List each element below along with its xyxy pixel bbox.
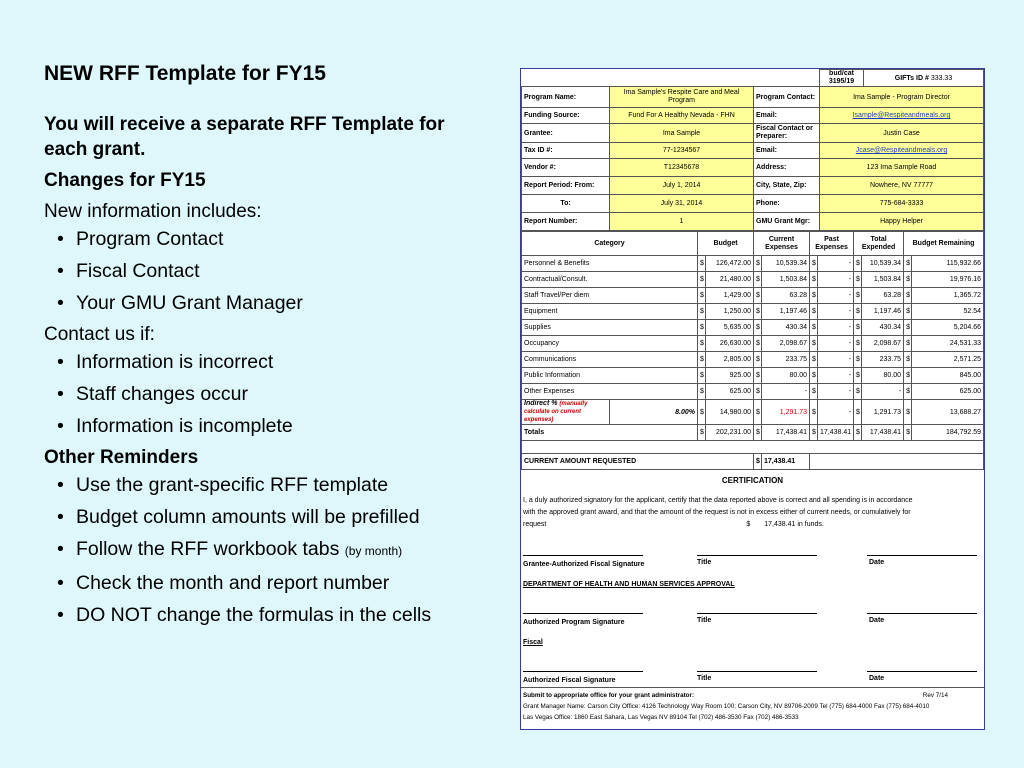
gifts-value: 333.33 [930, 74, 953, 82]
row-remaining: 2,571.25 [912, 352, 984, 368]
title-line[interactable] [697, 613, 817, 614]
report-number-field[interactable]: 1 [610, 213, 754, 231]
row-category: Staff Travel/Per diem [522, 288, 698, 304]
signature-line[interactable] [523, 613, 643, 614]
row-past: - [818, 368, 854, 384]
dollar-sign: $ [810, 336, 818, 352]
indirect-label: Indirect % [524, 400, 558, 407]
dollar-sign: $ [854, 400, 862, 425]
dollar-sign: $ [904, 336, 912, 352]
program-email-link[interactable]: Isample@Respiteandmeals.org [820, 108, 984, 124]
indirect-note: (manually calculate on current expenses) [524, 401, 588, 423]
dollar-sign: $ [854, 425, 862, 441]
indirect-pct[interactable]: 8.00% [610, 400, 698, 425]
requested-label: CURRENT AMOUNT REQUESTED [522, 454, 754, 470]
dollar-sign: $ [698, 384, 706, 400]
email-label: Email: [754, 108, 820, 124]
city-field[interactable]: Nowhere, NV 77777 [820, 177, 984, 195]
row-budget: 126,472.00 [706, 256, 754, 272]
totals-label: Totals [522, 425, 698, 441]
phone-field[interactable]: 775-684-3333 [820, 195, 984, 213]
cert-line: with the approved grant award, and that the amount of the request is not in excess either of current needs, or cumulatively for [523, 509, 911, 516]
dollar-sign: $ [698, 352, 706, 368]
program-signature-block [521, 591, 984, 649]
vendor-label: Vendor #: [522, 159, 610, 177]
title-label: Title [697, 559, 712, 566]
dollar-sign: $ [854, 288, 862, 304]
list-item: • Fiscal Contact [44, 258, 484, 284]
period-from-field[interactable]: July 1, 2014 [610, 177, 754, 195]
row-remaining: 24,531.33 [912, 336, 984, 352]
dollar-sign: $ [904, 352, 912, 368]
cert-amount: 17,438.41 [764, 521, 796, 528]
new-info-label: New information includes: [44, 201, 262, 222]
indirect-budget: 14,980.00 [706, 400, 754, 425]
dollar-sign: $ [698, 304, 706, 320]
new-info-list [44, 226, 484, 316]
totals-total: 17,438.41 [862, 425, 904, 441]
row-remaining: 19,976.16 [912, 272, 984, 288]
budcat-label: bud/cat [829, 70, 854, 77]
row-budget: 26,630.00 [706, 336, 754, 352]
program-name-field[interactable]: Ima Sample's Respite Care and Meal Program [610, 87, 754, 108]
row-remaining: 115,932.66 [912, 256, 984, 272]
row-remaining: 845.00 [912, 368, 984, 384]
certification-section [521, 470, 984, 531]
row-past: - [818, 320, 854, 336]
row-total: 1,197.46 [862, 304, 904, 320]
dollar-sign: $ [854, 272, 862, 288]
taxid-label: Tax ID #: [522, 143, 610, 159]
contact-label: Contact us if: [44, 324, 155, 345]
row-budget: 2,805.00 [706, 352, 754, 368]
period-from-label: Report Period: From: [522, 177, 610, 195]
dollar-sign: $ [698, 336, 706, 352]
dollar-sign: $ [854, 336, 862, 352]
dollar-sign: $ [698, 320, 706, 336]
row-current[interactable]: 10,539.34 [762, 256, 810, 272]
revision-label: Rev 7/14 [922, 692, 948, 699]
period-to-field[interactable]: July 31, 2014 [610, 195, 754, 213]
date-label: Date [869, 675, 885, 682]
row-total: 2,098.67 [862, 336, 904, 352]
row-budget: 21,480.00 [706, 272, 754, 288]
dollar-sign: $ [810, 384, 818, 400]
row-current[interactable]: 2,098.67 [762, 336, 810, 352]
fiscal-email-link[interactable]: Jcase@Respiteandmeals.org [820, 143, 984, 159]
row-category: Personnel & Benefits [522, 256, 698, 272]
row-current[interactable]: - [762, 384, 810, 400]
dollar-sign: $ [810, 272, 818, 288]
gifts-cell [864, 70, 984, 87]
dollar-sign: $ [810, 368, 818, 384]
budget-rows [522, 256, 984, 400]
row-budget: 625.00 [706, 384, 754, 400]
dollar-sign: $ [754, 288, 762, 304]
row-past: - [818, 352, 854, 368]
list-item: • Information is incomplete [44, 413, 484, 439]
reminders-heading: Other Reminders [44, 447, 199, 468]
address-label: Address: [754, 159, 820, 177]
program-contact-label: Program Contact: [754, 87, 820, 108]
table-row [522, 352, 984, 368]
row-category: Communications [522, 352, 698, 368]
row-budget: 1,429.00 [706, 288, 754, 304]
dollar-sign: $ [854, 256, 862, 272]
intro-text: You will receive a separate RFF Template for each grant. [44, 114, 445, 160]
dollar-sign: $ [754, 368, 762, 384]
row-total: 1,503.84 [862, 272, 904, 288]
row-total: 10,539.34 [862, 256, 904, 272]
gmu-field[interactable]: Happy Helper [820, 213, 984, 231]
table-row [522, 320, 984, 336]
header-current: Current Expenses [754, 232, 810, 256]
dollar-sign: $ [698, 288, 706, 304]
dollar-sign: $ [746, 521, 751, 528]
row-past: - [818, 272, 854, 288]
spacer-row [522, 441, 984, 454]
dollar-sign: $ [810, 304, 818, 320]
dollar-sign: $ [698, 272, 706, 288]
row-past: - [818, 288, 854, 304]
changes-heading: Changes for FY15 [44, 170, 206, 191]
row-current[interactable]: 1,197.46 [762, 304, 810, 320]
fiscal-contact-label: Fiscal Contact or Preparer: [754, 124, 820, 143]
certification-heading: CERTIFICATION [721, 476, 784, 485]
report-number-label: Report Number: [522, 213, 610, 231]
submit-row [523, 690, 982, 701]
dollar-sign: $ [754, 352, 762, 368]
dollar-sign: $ [904, 304, 912, 320]
indirect-label-cell [522, 400, 610, 425]
row-current[interactable]: 1,503.84 [762, 272, 810, 288]
fiscal-signature-block [521, 649, 984, 687]
list-item: • Staff changes occur [44, 381, 484, 407]
indirect-remaining: 13,688.27 [912, 400, 984, 425]
list-item: • DO NOT change the formulas in the cells [44, 602, 484, 628]
date-line[interactable] [867, 613, 977, 614]
header-table [521, 69, 984, 231]
row-total: - [862, 384, 904, 400]
email-label: Email: [754, 143, 820, 159]
dollar-sign: $ [754, 256, 762, 272]
dollar-sign: $ [754, 454, 762, 470]
list-item: • Check the month and report number [44, 570, 484, 596]
header-budget: Budget [698, 232, 754, 256]
table-row [522, 336, 984, 352]
footer-line: Grant Manager Name: Carson City Office: 4126 Technology Way Room 100; Carson City, NV 89706-2009 Tel (775) 684-4000 Fax (775) 684-4010 [523, 703, 930, 710]
dollar-sign: $ [904, 425, 912, 441]
dollar-sign: $ [754, 425, 762, 441]
address-field[interactable]: 123 Ima Sample Road [820, 159, 984, 177]
totals-past: 17,438.41 [818, 425, 854, 441]
dollar-sign: $ [698, 368, 706, 384]
date-label: Date [869, 559, 885, 566]
dollar-sign: $ [904, 320, 912, 336]
dollar-sign: $ [904, 272, 912, 288]
taxid-field[interactable]: 77-1234567 [610, 143, 754, 159]
budcat-cell [820, 70, 864, 87]
blank-cell [522, 70, 820, 87]
dollar-sign: $ [810, 256, 818, 272]
program-name-label: Program Name: [522, 87, 610, 108]
table-row [522, 368, 984, 384]
city-label: City, State, Zip: [754, 177, 820, 195]
slide-text [44, 62, 484, 634]
funding-source-label: Funding Source: [522, 108, 610, 124]
row-past: - [818, 304, 854, 320]
budget-table [521, 231, 984, 470]
dollar-sign: $ [698, 425, 706, 441]
funding-source-field[interactable]: Fund For A Healthy Nevada - FHN [610, 108, 754, 124]
dollar-sign: $ [810, 400, 818, 425]
totals-current: 17,438.41 [762, 425, 810, 441]
header-category: Category [522, 232, 698, 256]
cert-request: request [523, 521, 547, 528]
dollar-sign: $ [698, 400, 706, 425]
dollar-sign: $ [854, 384, 862, 400]
totals-budget: 202,231.00 [706, 425, 754, 441]
row-category: Other Expenses [522, 384, 698, 400]
dollar-sign: $ [754, 384, 762, 400]
dollar-sign: $ [810, 425, 818, 441]
signature-line[interactable] [523, 555, 643, 556]
budcat-value: 3195/19 [828, 78, 855, 85]
gmu-label: GMU Grant Mgr: [754, 213, 820, 231]
row-category: Public Information [522, 368, 698, 384]
dollar-sign: $ [754, 400, 762, 425]
row-current[interactable]: 63.28 [762, 288, 810, 304]
title-line[interactable] [697, 555, 817, 556]
dollar-sign: $ [854, 368, 862, 384]
date-line[interactable] [867, 671, 977, 672]
row-current[interactable]: 430.34 [762, 320, 810, 336]
list-item: • Information is incorrect [44, 349, 484, 375]
dollar-sign: $ [904, 400, 912, 425]
reminder-note: (by month) [344, 544, 403, 558]
date-line[interactable] [867, 555, 977, 556]
row-category: Supplies [522, 320, 698, 336]
title-line[interactable] [697, 671, 817, 672]
row-current[interactable]: 233.75 [762, 352, 810, 368]
vendor-field[interactable]: T12345678 [610, 159, 754, 177]
dollar-sign: $ [754, 272, 762, 288]
row-current[interactable]: 80.00 [762, 368, 810, 384]
row-total: 80.00 [862, 368, 904, 384]
dollar-sign: $ [754, 304, 762, 320]
row-budget: 5,635.00 [706, 320, 754, 336]
gifts-label: GIFTs ID # [894, 74, 929, 82]
row-past: - [818, 384, 854, 400]
program-signature-label: Authorized Program Signature [523, 619, 625, 626]
totals-remaining: 184,792.59 [912, 425, 984, 441]
table-row [522, 288, 984, 304]
header-total: Total Expended [854, 232, 904, 256]
cert-line: I, a duly authorized signatory for the applicant, certify that the data reported above is correct and all spending is in accordance [523, 497, 913, 504]
grantee-label: Grantee: [522, 124, 610, 143]
row-remaining: 625.00 [912, 384, 984, 400]
dollar-sign: $ [904, 368, 912, 384]
dollar-sign: $ [754, 320, 762, 336]
row-past: - [818, 256, 854, 272]
date-label: Date [869, 617, 885, 624]
row-remaining: 5,204.66 [912, 320, 984, 336]
row-remaining: 52.54 [912, 304, 984, 320]
header-past: Past Expenses [810, 232, 854, 256]
indirect-total: 1,291.73 [862, 400, 904, 425]
row-past: - [818, 336, 854, 352]
dollar-sign: $ [904, 256, 912, 272]
dollar-sign: $ [854, 320, 862, 336]
submit-label: Submit to appropriate office for your grant administrator: [523, 692, 695, 699]
row-category: Contractual/Consult. [522, 272, 698, 288]
dollar-sign: $ [810, 288, 818, 304]
list-item [44, 536, 484, 564]
row-category: Equipment [522, 304, 698, 320]
grantee-signature-label: Grantee-Authorized Fiscal Signature [523, 561, 645, 568]
row-budget: 1,250.00 [706, 304, 754, 320]
row-remaining: 1,365.72 [912, 288, 984, 304]
table-row [522, 256, 984, 272]
list-item: • Use the grant-specific RFF template [44, 472, 484, 498]
indirect-current[interactable]: 1,291.73 [762, 400, 810, 425]
dollar-sign: $ [754, 336, 762, 352]
grantee-field[interactable]: Ima Sample [610, 124, 754, 143]
footer-line: Las Vegas Office: 1860 East Sahara, Las Vegas NV 89104 Tel (702) 486-3530 Fax (702) 486-3533 [523, 714, 799, 721]
list-item: • Program Contact [44, 226, 484, 252]
blank-cell [810, 454, 984, 470]
contact-list [44, 349, 484, 439]
list-item: • Budget column amounts will be prefilled [44, 504, 484, 530]
requested-amount: 17,438.41 [762, 454, 810, 470]
fiscal-signature-label: Authorized Fiscal Signature [523, 677, 616, 684]
program-contact-field[interactable]: Ima Sample - Program Director [820, 87, 984, 108]
header-remaining: Budget Remaining [904, 232, 984, 256]
title-label: Title [697, 675, 712, 682]
rff-form [520, 68, 985, 730]
grantee-signature-block [521, 531, 984, 591]
dollar-sign: $ [904, 384, 912, 400]
reminder-text: Follow the RFF workbook tabs [76, 538, 340, 560]
row-total: 63.28 [862, 288, 904, 304]
table-row [522, 384, 984, 400]
fiscal-contact-field[interactable]: Justin Case [820, 124, 984, 143]
title-label: Title [697, 617, 712, 624]
reminders-list [44, 472, 484, 628]
cert-funds: in funds. [797, 521, 824, 528]
row-total: 233.75 [862, 352, 904, 368]
slide-title: NEW RFF Template for FY15 [44, 62, 326, 85]
dollar-sign: $ [904, 288, 912, 304]
period-to-label: To: [522, 195, 610, 213]
table-row [522, 304, 984, 320]
cert-line-request [523, 519, 982, 531]
dollar-sign: $ [810, 352, 818, 368]
phone-label: Phone: [754, 195, 820, 213]
table-row [522, 272, 984, 288]
indirect-past: - [818, 400, 854, 425]
dollar-sign: $ [810, 320, 818, 336]
row-budget: 925.00 [706, 368, 754, 384]
dollar-sign: $ [854, 352, 862, 368]
row-total: 430.34 [862, 320, 904, 336]
list-item: • Your GMU Grant Manager [44, 290, 484, 316]
fiscal-label: Fiscal [523, 639, 543, 646]
dollar-sign: $ [698, 256, 706, 272]
dhhs-approval-label: DEPARTMENT OF HEALTH AND HUMAN SERVICES APPROVAL [523, 581, 735, 588]
row-category: Occupancy [522, 336, 698, 352]
form-footer [521, 687, 984, 725]
signature-line[interactable] [523, 671, 643, 672]
dollar-sign: $ [854, 304, 862, 320]
